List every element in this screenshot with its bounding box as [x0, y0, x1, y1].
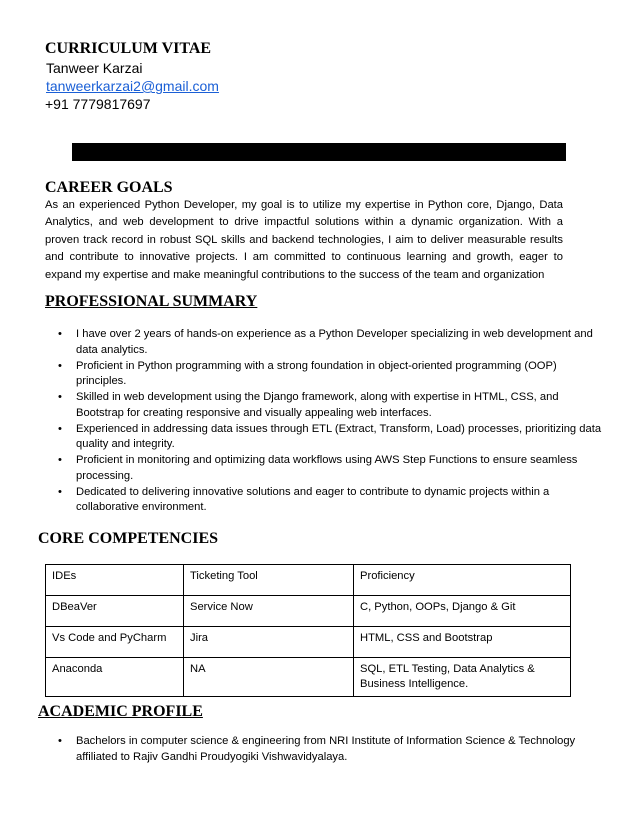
bullet-icon: •	[58, 422, 62, 435]
table-cell: IDEs	[46, 565, 184, 596]
table-row	[46, 596, 571, 627]
academic-profile-list	[56, 734, 604, 765]
table-row	[46, 627, 571, 658]
table-cell: Ticketing Tool	[184, 565, 354, 596]
candidate-name: Tanweer Karzai	[46, 60, 143, 76]
table-cell: C, Python, OOPs, Django & Git	[354, 596, 571, 627]
list-item: • Skilled in web development using the Django framework, along with expertise in HTML, CSS, and Bootstrap for creating responsive and visually appealing web interfaces.	[58, 391, 559, 419]
list-item: • Experienced in addressing data issues through ETL (Extract, Transform, Load) processes, prioritizing data quality and integrity.	[58, 422, 602, 450]
bullet-icon: •	[58, 391, 62, 403]
table-cell: Jira	[184, 627, 354, 658]
professional-summary-heading: PROFESSIONAL SUMMARY	[45, 293, 258, 310]
list-item: • Proficient in Python programming with a strong foundation in object-oriented programming (OOP) principles.	[58, 359, 557, 387]
bullet-icon: •	[58, 454, 62, 466]
bullet-icon: •	[58, 735, 62, 747]
email-link[interactable]: tanweerkarzai2@gmail.com	[46, 78, 219, 94]
table-cell: Proficiency	[354, 565, 571, 596]
career-goals-heading: CAREER GOALS	[45, 179, 173, 196]
table-cell: HTML, CSS and Bootstrap	[354, 627, 571, 658]
professional-summary-list	[56, 327, 604, 516]
bullet-icon: •	[58, 359, 62, 372]
phone-number: +91 7779817697	[45, 96, 151, 112]
list-item: • Bachelors in computer science & engineering from NRI Institute of Information Science & Technology affiliated to Rajiv Gandhi Proudyogiki Vishwavidyalaya.	[58, 735, 576, 763]
redaction-bar	[72, 143, 566, 161]
competencies-table	[45, 564, 571, 697]
table-cell: NA	[184, 658, 354, 697]
list-item: • Dedicated to delivering innovative solutions and eager to contribute to dynamic projects within a collaborative environment.	[58, 485, 550, 513]
list-item: • Proficient in monitoring and optimizing data workflows using AWS Step Functions to ensure seamless processing.	[58, 454, 578, 482]
career-goals-text: As an experienced Python Developer, my goal is to utilize my expertise in Python core, Django, Data Analytics, and web development to drive impactful solutions within a dynamic organization. With a proven track record in robust SQL skills and backend technologies, I aim to deliver measurable results and contribute to innovative projects. I am committed to continuous learning and growth, eager to expand my expertise and make meaningful contributions to the success of the team and organization	[45, 199, 563, 281]
core-competencies-heading: CORE COMPETENCIES	[38, 530, 219, 547]
list-item: • I have over 2 years of hands-on experience as a Python Developer specializing in web development and data analytics.	[58, 328, 593, 356]
table-row	[46, 658, 571, 697]
document-title: CURRICULUM VITAE	[45, 40, 212, 57]
table-cell: Vs Code and PyCharm	[46, 627, 184, 658]
table-row	[46, 565, 571, 596]
bullet-icon: •	[58, 485, 62, 498]
table-cell: Anaconda	[46, 658, 184, 697]
table-cell: Service Now	[184, 596, 354, 627]
academic-profile-heading: ACADEMIC PROFILE	[38, 703, 203, 720]
bullet-icon: •	[58, 328, 62, 340]
table-cell: DBeaVer	[46, 596, 184, 627]
table-cell: SQL, ETL Testing, Data Analytics & Business Intelligence.	[354, 658, 571, 697]
